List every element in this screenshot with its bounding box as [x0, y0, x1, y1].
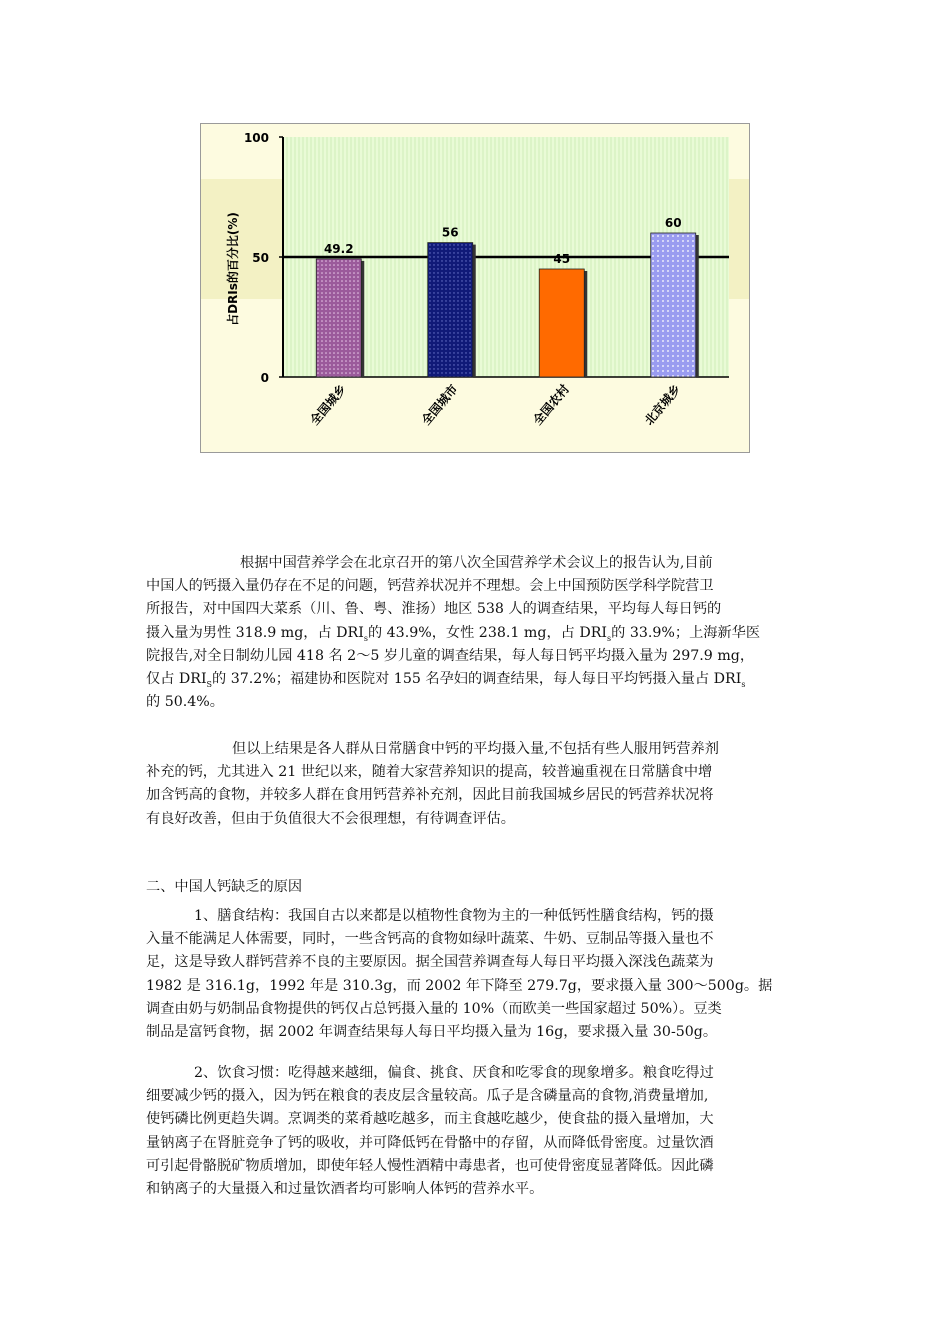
bar-value-label: 56: [441, 225, 459, 240]
y-tick-label: 100: [243, 131, 269, 145]
p3-line-5: 调查由奶与奶制品食物提供的钙仅占总钙摄入量的 10%（而欧美一些国家超过 50%）。豆类: [146, 1000, 722, 1017]
p4-line-6: 和钠离子的大量摄入和过量饮酒者均可影响人体钙的营养水平。: [146, 1181, 544, 1198]
p1-line-6: [146, 668, 806, 691]
p1-line-7: 的 50.4%。: [146, 694, 224, 711]
p1-line-4a: 摄入量为男性 318.9 mg，占 DRI: [146, 624, 364, 641]
x-category-label: 北京城乡: [641, 381, 684, 428]
paragraph-2: [146, 738, 806, 831]
p1-line-6b: 的 37.2%；福建协和医院对 155 名孕妇的调查结果，每人每日平均钙摄入量占 DRI: [212, 671, 742, 688]
bar-value-label: 45: [553, 252, 571, 266]
p1-line-4b: 的 43.9%，女性 238.1 mg，占 DRI: [367, 624, 608, 641]
p1-line-4: [146, 622, 806, 645]
p3-line-3: 足，这是导致人群钙营养不良的主要原因。据全国营养调查每人每日平均摄入深浅色蔬菜为: [146, 954, 714, 971]
y-axis-label: 占DRIs的百分比(%): [226, 212, 240, 326]
bar-2: [428, 243, 473, 377]
p1-line-5: 院报告,对全日制幼儿园 418 名 2～5 岁儿童的调查结果，每人每日钙平均摄入量为 297.9 mg，: [146, 647, 755, 664]
subscript-s: s: [741, 680, 746, 690]
paragraph-1: [146, 552, 806, 714]
paragraph-3: [146, 905, 806, 1044]
p2-line-1: 但以上结果是各人群从日常膳食中钙的平均摄入量,不包括有些人服用钙营养剂: [232, 741, 719, 757]
p4-line-4: 量钠离子在肾脏竞争了钙的吸收，并可降低钙在骨骼中的存留，从而降低骨密度。过量饮酒: [146, 1134, 714, 1151]
p1-line-1: 根据中国营养学会在北京召开的第八次全国营养学术会议上的报告认为,目前: [240, 555, 713, 571]
p2-line-2: 补充的钙，尤其进入 21 世纪以来，随着大家营养知识的提高，较普遍重视在日常膳食中增: [146, 764, 713, 781]
bar-1: [316, 259, 361, 377]
p3-line-1: 1、膳食结构：我国自古以来都是以植物性食物为主的一种低钙性膳食结构，钙的摄: [194, 908, 714, 924]
subscript-s: s: [607, 633, 612, 643]
p1-line-3: 所报告，对中国四大菜系（川、鲁、粤、淮扬）地区 538 人的调查结果，平均每人每日钙的: [146, 601, 722, 618]
p2-line-4: 有良好改善，但由于负值很大不会很理想，有待调查评估。: [146, 810, 515, 827]
x-category-label: 全国城市: [418, 381, 461, 428]
y-tick-label: 50: [252, 251, 269, 265]
subscript-s: S: [206, 680, 213, 690]
p3-line-6: 制品是富钙食物，据 2002 年调查结果每人每日平均摄入量为 16g，要求摄入量 30-50g。: [146, 1024, 718, 1041]
bar-4: [651, 233, 696, 377]
p4-line-5: 可引起骨骼脱矿物质增加，即使年轻人慢性酒精中毒患者，也可使骨密度显著降低。因此磷: [146, 1157, 714, 1174]
p1-line-4c: 的 33.9%；上海新华医: [611, 624, 761, 641]
bar-3: [539, 269, 584, 377]
x-category-label: 全国农村: [530, 381, 573, 428]
p1-line-2: 中国人的钙摄入量仍存在不足的问题，钙营养状况并不理想。会上中国预防医学科学院营卫: [146, 578, 714, 595]
p2-line-3: 加含钙高的食物，并较多人群在食用钙营养补充剂，因此目前我国城乡居民的钙营养状况将: [146, 787, 714, 804]
p4-line-3: 使钙磷比例更趋失调。烹调类的菜肴越吃越多，而主食越吃越少，使食盐的摄入量增加，大: [146, 1111, 714, 1128]
p1-line-6a: 仅占 DRI: [146, 671, 207, 688]
paragraph-4: [146, 1062, 806, 1201]
bar-value-label: 60: [664, 216, 682, 230]
p4-line-1: 2、饮食习惯：吃得越来越细，偏食、挑食、厌食和吃零食的现象增多。粮食吃得过: [194, 1065, 714, 1081]
x-category-label: 全国城乡: [307, 381, 350, 428]
section-heading: 二、中国人钙缺乏的原因: [146, 879, 303, 895]
chart-canvas: [201, 124, 749, 452]
p4-line-2: 细要减少钙的摄入，因为钙在粮食的表皮层含量较高。瓜子是含磷量高的食物,消费量增加,: [146, 1088, 709, 1105]
p3-line-2: 入量不能满足人体需要，同时，一些含钙高的食物如绿叶蔬菜、牛奶、豆制品等摄入量也不: [146, 931, 714, 948]
p3-line-4: 1982 是 316.1g，1992 年是 310.3g，而 2002 年下降至 279.7g，要求摄入量 300～500g。据: [146, 977, 773, 994]
y-tick-label: 0: [260, 371, 269, 385]
bar-value-label: 49.2: [323, 241, 354, 256]
bar-chart: [200, 123, 750, 453]
subscript-s: s: [363, 633, 368, 643]
